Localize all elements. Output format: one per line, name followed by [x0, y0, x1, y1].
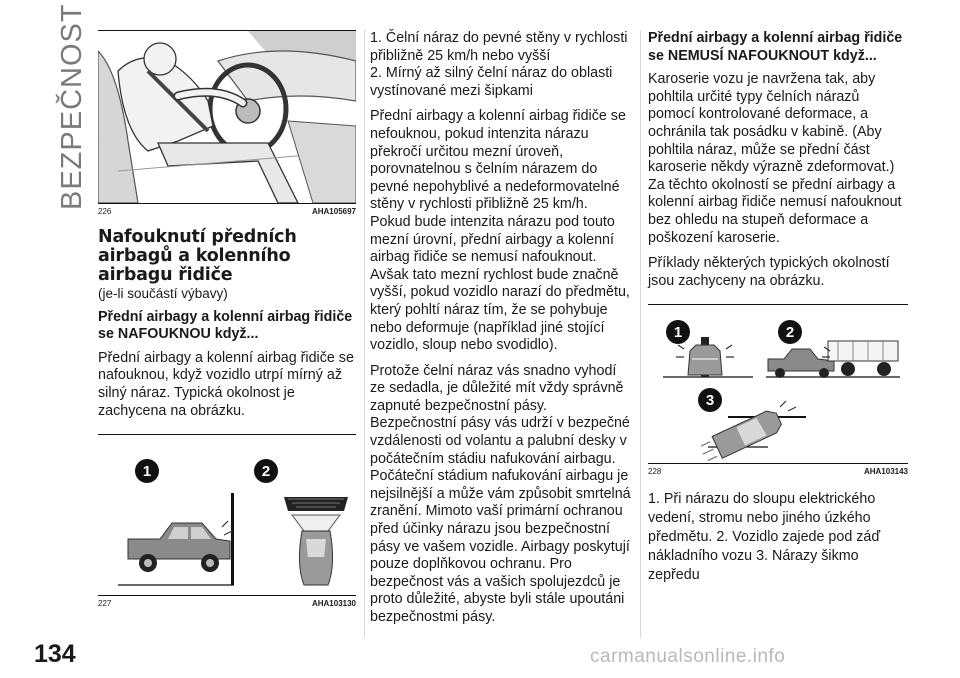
- seatbelt-paragraph: Protože čelní náraz vás snadno vyhodí ze sedadla, je důležité mít vždy správně zapnuté bezpečnostní pásy. Bezpečnostní pásy vás udrží v bezpečné vzdálenosti od volantu a palubní desky v počátečním stádiu nafukování airbagu. Počáteční stádium nafukování airbagu je nejsilnější a může vám způsobit smrtelná zranění. Mimoto vaší primární ochranou před účinky nárazu jsou bezpečnostní pásy ve vašem vozidle. Airbagy poskytují pouze doplňkovou ochranu. Pro bezpečnost vás a vašich spolujezdců je proto důležité, abyste byli stále upoutáni bezpečnostmi pásy.: [370, 362, 631, 625]
- column-divider: [640, 30, 641, 638]
- column-2: [370, 30, 632, 635]
- page-number: 134: [34, 640, 76, 668]
- figure-caption-228: [648, 463, 908, 476]
- column-1: [98, 30, 356, 608]
- section-side-tab: [52, 3, 88, 210]
- watermark: carmanualsonline.info: [590, 646, 786, 667]
- figure-label: 1: [142, 463, 152, 481]
- no-deploy-heading: Přední airbagy a kolenní airbag řidiče se NEMUSÍ NAFOUKNOUT když...: [648, 30, 903, 64]
- section-heading: Nafouknutí předních airbagů a kolenního airbagu řidiče: [98, 227, 297, 285]
- deploy-paragraph: Přední airbagy a kolenní airbag řidiče se nafouknou, když vozidlo utrpí mírný až silný náraz. Typická okolnost je zachycena na obrázku.: [98, 349, 354, 419]
- figure-label: 2: [785, 324, 795, 342]
- section-subheading: (je-li součástí výbavy): [98, 286, 228, 301]
- figure-label: 2: [261, 463, 271, 481]
- figure-caption-227: [98, 595, 356, 608]
- figure-number: 228: [648, 467, 662, 477]
- driver-airbag-illustration: [98, 31, 356, 203]
- column-divider: [364, 30, 365, 638]
- figure-227: [98, 434, 356, 595]
- no-deploy-crash-illustration: [648, 305, 908, 463]
- section-title: BEZPEČNOST: [56, 3, 88, 210]
- figure-number: 226: [98, 207, 112, 216]
- threshold-paragraph: Přední airbagy a kolenní airbag řidiče se nefouknou, pokud intenzita nárazu překročí určitou mezní úroveň, porovnatelnou s čelním nárazem do pevné nepohyblivé a nedeformovatelné stěny v rychlosti přibližně 25 km/h. Pokud bude intenzita nárazu pod touto mezní úrovní, přední airbagy a kolenní airbag řidiče se nemusí nafouknout. Avšak tato mezní rychlost bude značně vyšší, pokud vozidlo narazí do předmětu, který pohltí náraz tím, že se pohybuje nebo deformuje (například jiné stojící vozidlo, sloup nebo svodidlo).: [370, 108, 630, 354]
- figure-228-caption: 1. Při nárazu do sloupu elektrického vedení, stromu nebo jiného úzkého předmětu. 2. Vozidlo zajede pod záď nákladního vozu 3. Nárazy šikmo zepředu: [648, 491, 881, 584]
- no-deploy-paragraph: Karoserie vozu je navržena tak, aby pohltila určité typy čelních nárazů pomocí kontrolované deformace, a ochránila tak posádku v kabině. (Aby pohltila náraz, může se přední část karoserie někdy výrazně zdeformovat.) Za těchto okolností se přední airbagy a kolenní airbag řidiče nemusí nafouknout bez ohledu na stupeň deformace a poškození karoserie.: [648, 71, 902, 246]
- figure-code: AHA103143: [863, 467, 908, 477]
- figure-227-caption-2: 2. Mírný až silný čelní náraz do oblasti vystínované mezi šipkami: [370, 65, 613, 99]
- figure-caption-226: [98, 203, 356, 216]
- examples-paragraph: Příklady některých typických okolností jsou zachyceny na obrázku.: [648, 255, 890, 289]
- figure-label: 1: [673, 324, 683, 342]
- figure-label: 3: [705, 392, 715, 410]
- column-3: [648, 30, 908, 593]
- frontal-crash-illustration: [98, 435, 356, 595]
- deploy-heading: Přední airbagy a kolenní airbag řidiče se NAFOUKNOU když...: [98, 308, 353, 343]
- figure-227-caption-1: 1. Čelní náraz do pevné stěny v rychlosti přibližně 25 km/h nebo vyšší: [370, 30, 628, 64]
- figure-number: 227: [98, 599, 112, 609]
- figure-code: AHA105697: [311, 207, 356, 216]
- figure-226: [98, 30, 356, 203]
- figure-code: AHA103130: [311, 599, 356, 609]
- figure-228: [648, 304, 908, 463]
